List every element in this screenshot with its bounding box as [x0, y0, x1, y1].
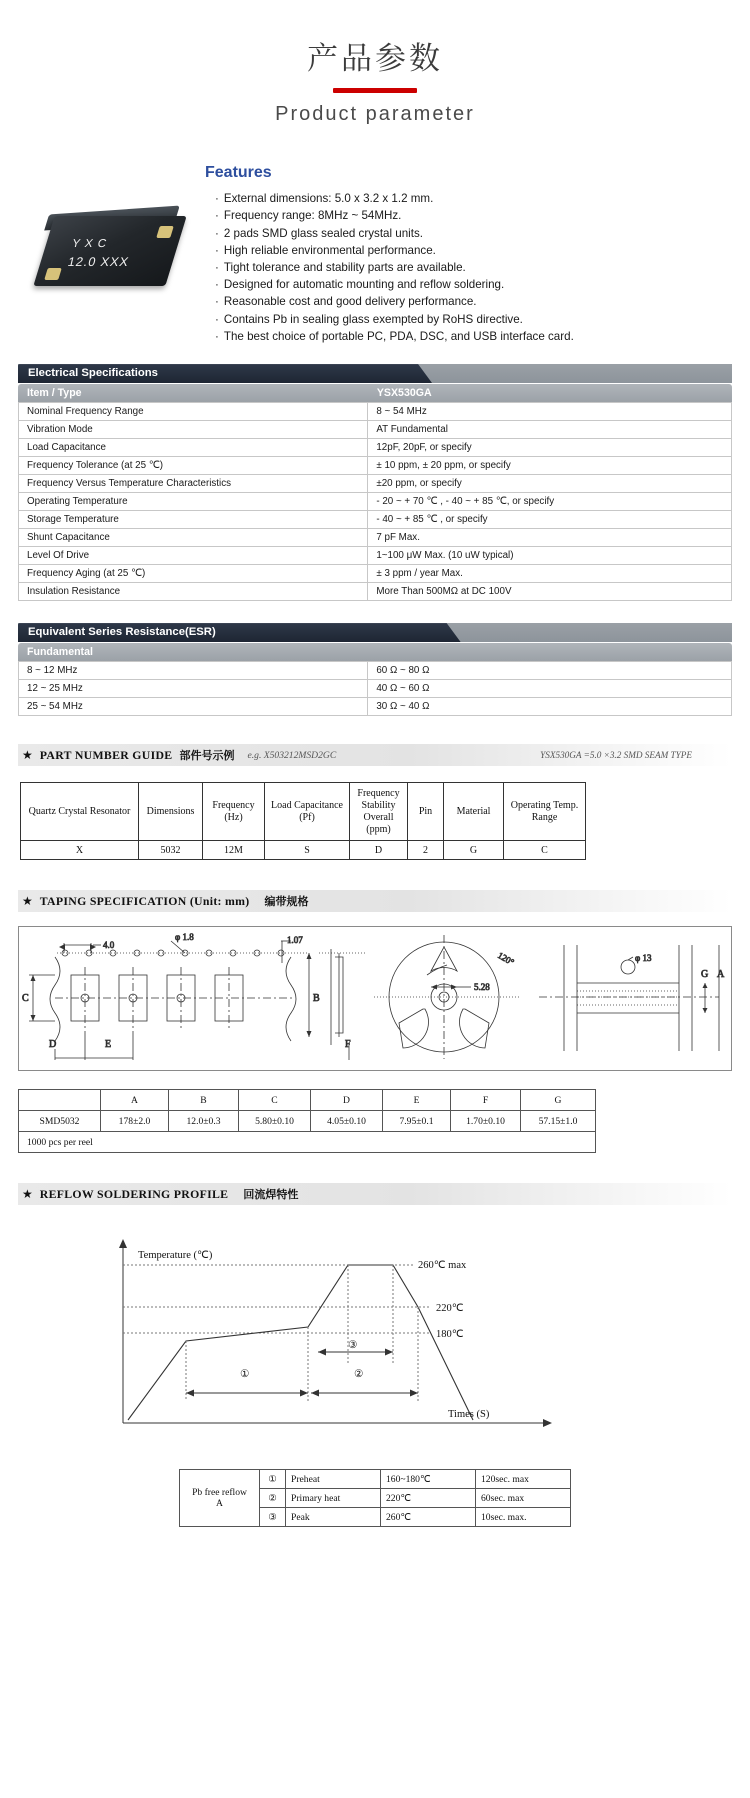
subheader-cells: [18, 384, 732, 402]
taping-row-label: SMD5032: [19, 1111, 101, 1132]
features-heading: Features: [205, 164, 272, 182]
reflow-title-en: REFLOW SOLDERING PROFILE: [39, 1186, 229, 1201]
label-dim-c: C: [22, 993, 29, 1005]
esr-subheader: [18, 643, 732, 661]
reflow-x-axis-label: Times (S): [448, 1409, 490, 1421]
spec-item: Frequency Tolerance (at 25 ℃): [19, 457, 368, 475]
taping-dimension-value: 5.80±0.10: [239, 1111, 311, 1132]
reflow-zone-2: ②: [354, 1369, 364, 1381]
spec-value: ± 3 ppm / year Max.: [368, 565, 732, 583]
taping-dimensions-table: [18, 1089, 596, 1153]
esr-section: [18, 623, 732, 716]
pn-note: YSX530GA =5.0 ×3.2 SMD SEAM TYPE: [540, 750, 692, 761]
taping-title-cn: 编带规格: [264, 896, 309, 909]
table-row: [19, 529, 732, 547]
reflow-no-cell: ①: [260, 1470, 286, 1489]
spec-value: 1~100 μW Max. (10 uW typical): [368, 547, 732, 565]
reflow-chart: [18, 1215, 732, 1465]
pn-column-header: Frequency (Hz): [203, 783, 265, 841]
page-title-cn: 产品参数: [307, 41, 443, 76]
spec-item: Load Capacitance: [19, 439, 368, 457]
spec-value: 12pF, 20pF, or specify: [368, 439, 732, 457]
pn-code-value: X: [21, 841, 139, 860]
reflow-time-cell: 60sec. max: [476, 1489, 571, 1508]
reflow-label-peak: 260℃ max: [418, 1260, 467, 1272]
reflow-zone-3: ③: [348, 1340, 358, 1352]
table-row: [19, 403, 732, 421]
taping-column-header: F: [451, 1090, 521, 1111]
chip-brand: Y X C: [70, 238, 109, 251]
page-title-block: [0, 0, 750, 126]
esr-banner: [18, 623, 732, 642]
table-row: [19, 662, 732, 680]
spec-item: Storage Temperature: [19, 511, 368, 529]
taping-column-header: [19, 1090, 101, 1111]
taping-footer-note: 1000 pcs per reel: [19, 1132, 596, 1153]
feature-item: · 2 pads SMD glass sealed crystal units.: [215, 225, 725, 242]
pn-title-cn: 部件号示例: [179, 750, 235, 763]
reflow-profile-heading: [18, 1183, 732, 1205]
pn-code-value: 2: [408, 841, 444, 860]
table-row: [19, 493, 732, 511]
pn-code-value: G: [444, 841, 504, 860]
col-header-fundamental: Fundamental: [27, 646, 93, 659]
table-row: [19, 547, 732, 565]
table-row: [19, 583, 732, 601]
electrical-table: [18, 402, 732, 601]
page-title-en: Product parameter: [275, 103, 475, 126]
label-reel-hub: 5.28: [474, 982, 490, 993]
spec-value: 7 pF Max.: [368, 529, 732, 547]
spec-value: - 40 ~ + 85 ℃ , or specify: [368, 511, 732, 529]
features-block: [205, 164, 725, 345]
reflow-name-cell: Peak: [286, 1508, 381, 1527]
features-section: [0, 164, 750, 364]
label-hole-dia: φ 1.8: [175, 932, 194, 943]
pn-code-value: D: [350, 841, 408, 860]
electrical-subheader: [18, 384, 732, 402]
table-row: [19, 698, 732, 716]
feature-item: · Frequency range: 8MHz ~ 54MHz.: [215, 207, 725, 224]
spec-item: Shunt Capacitance: [19, 529, 368, 547]
taping-drawing: [18, 926, 732, 1071]
reflow-temp-cell: 160~180℃: [381, 1470, 476, 1489]
taping-dimension-value: 7.95±0.1: [383, 1111, 451, 1132]
spec-item: Frequency Versus Temperature Characteristics: [19, 475, 368, 493]
table-row: [19, 565, 732, 583]
pn-title-en: PART NUMBER GUIDE: [39, 747, 173, 762]
esr-value: 60 Ω ~ 80 Ω: [368, 662, 732, 680]
pn-column-header: Load Capacitance (Pf): [265, 783, 350, 841]
taping-value-row: [19, 1111, 596, 1132]
reflow-name-cell: Preheat: [286, 1470, 381, 1489]
taping-specification-heading: [18, 890, 732, 912]
pn-column-header: Dimensions: [139, 783, 203, 841]
title-underline: [333, 88, 417, 93]
pn-code-value: S: [265, 841, 350, 860]
pn-column-header: Frequency Stability Overall (ppm): [350, 783, 408, 841]
taping-dimension-value: 12.0±0.3: [169, 1111, 239, 1132]
electrical-banner: [18, 364, 732, 383]
part-number-table-wrap: [18, 782, 732, 860]
col-header-item: Item / Type: [27, 387, 82, 400]
table-row: [19, 511, 732, 529]
spec-value: More Than 500MΩ at DC 100V: [368, 583, 732, 601]
taping-column-header: D: [311, 1090, 383, 1111]
reflow-no-cell: ③: [260, 1508, 286, 1527]
reflow-no-cell: ②: [260, 1489, 286, 1508]
taping-header-row: [19, 1090, 596, 1111]
table-row: [19, 457, 732, 475]
label-pitch: 4.0: [103, 940, 115, 951]
pn-code-value: 5032: [139, 841, 203, 860]
label-dim-e: E: [105, 1039, 112, 1051]
star-icon: ★: [22, 1187, 33, 1202]
part-number-guide-heading: [18, 744, 732, 766]
label-dim-d: D: [49, 1039, 57, 1051]
reflow-zone-1: ①: [240, 1369, 250, 1381]
reflow-temp-cell: 220℃: [381, 1489, 476, 1508]
feature-item: · Tight tolerance and stability parts are available.: [215, 259, 725, 276]
star-icon: ★: [22, 748, 33, 763]
spec-item: Operating Temperature: [19, 493, 368, 511]
taping-title-en: TAPING SPECIFICATION (Unit: mm): [39, 893, 250, 908]
reflow-process-label: Pb free reflow A: [180, 1470, 260, 1527]
taping-drawing-svg: [19, 927, 731, 1070]
star-icon: ★: [22, 894, 33, 909]
pn-example: e.g. X503212MSD2GC: [247, 749, 337, 761]
pn-code-value: C: [504, 841, 586, 860]
pn-column-header: Material: [444, 783, 504, 841]
esr-range: 25 ~ 54 MHz: [19, 698, 368, 716]
esr-range: 12 ~ 25 MHz: [19, 680, 368, 698]
part-number-header-row: [21, 783, 586, 841]
taping-column-header: C: [239, 1090, 311, 1111]
feature-item: · Contains Pb in sealing glass exempted by RoHS directive.: [215, 311, 725, 328]
feature-item: · The best choice of portable PC, PDA, DSC, and USB interface card.: [215, 328, 725, 345]
taping-column-header: G: [521, 1090, 596, 1111]
taping-dimension-value: 4.05±0.10: [311, 1111, 383, 1132]
label-dim-g: G: [701, 969, 709, 981]
part-number-table: [20, 782, 586, 860]
features-list: [205, 190, 725, 345]
taping-dimension-value: 178±2.0: [101, 1111, 169, 1132]
table-row: [19, 421, 732, 439]
reflow-time-cell: 120sec. max: [476, 1470, 571, 1489]
electrical-specifications-section: [18, 364, 732, 601]
spec-value: ±20 ppm, or specify: [368, 475, 732, 493]
feature-item: · External dimensions: 5.0 x 3.2 x 1.2 mm.: [215, 190, 725, 207]
label-reel-dia: φ 13: [635, 953, 652, 964]
reflow-chart-svg: [18, 1215, 730, 1465]
reflow-table-row: [180, 1470, 571, 1489]
label-thickness: 1.07: [287, 935, 303, 946]
spec-item: Vibration Mode: [19, 421, 368, 439]
label-reel-angle: 120°: [496, 950, 516, 968]
spec-item: Level Of Drive: [19, 547, 368, 565]
taping-footer-row: [19, 1132, 596, 1153]
esr-table: [18, 661, 732, 716]
pn-code-value: 12M: [203, 841, 265, 860]
chip-frequency-marking: 12.0 XXX: [66, 254, 131, 269]
esr-value: 30 Ω ~ 40 Ω: [368, 698, 732, 716]
table-row: [19, 439, 732, 457]
spec-value: ± 10 ppm, ± 20 ppm, or specify: [368, 457, 732, 475]
taping-column-header: B: [169, 1090, 239, 1111]
col-header-type: YSX530GA: [376, 387, 432, 400]
taping-column-header: A: [101, 1090, 169, 1111]
label-dim-a: A: [717, 969, 725, 981]
esr-banner-label: Equivalent Series Resistance(ESR): [28, 626, 216, 639]
smd-crystal-photo: [30, 206, 190, 298]
feature-item: · Reasonable cost and good delivery performance.: [215, 293, 725, 310]
reflow-label-220: 220℃: [436, 1303, 464, 1315]
electrical-banner-label: Electrical Specifications: [28, 367, 158, 380]
taping-dimension-value: 57.15±1.0: [521, 1111, 596, 1132]
feature-item: · Designed for automatic mounting and reflow soldering.: [215, 276, 725, 293]
reflow-temp-cell: 260℃: [381, 1508, 476, 1527]
reflow-name-cell: Primary heat: [286, 1489, 381, 1508]
pn-column-header: Operating Temp. Range: [504, 783, 586, 841]
table-row: [19, 680, 732, 698]
table-row: [19, 475, 732, 493]
esr-value: 40 Ω ~ 60 Ω: [368, 680, 732, 698]
spec-value: - 20 ~ + 70 ℃ , - 40 ~ + 85 ℃, or specify: [368, 493, 732, 511]
subheader-cells: [18, 643, 732, 661]
reflow-y-axis-label: Temperature (℃): [138, 1250, 213, 1262]
spec-item: Frequency Aging (at 25 ℃): [19, 565, 368, 583]
taping-column-header: E: [383, 1090, 451, 1111]
feature-item: · High reliable environmental performance.: [215, 242, 725, 259]
reflow-label-180: 180℃: [436, 1329, 464, 1341]
spec-value: AT Fundamental: [368, 421, 732, 439]
reflow-title-cn: 回流焊特性: [243, 1189, 299, 1202]
label-dim-f: F: [345, 1039, 351, 1051]
pn-column-header: Pin: [408, 783, 444, 841]
reflow-time-cell: 10sec. max.: [476, 1508, 571, 1527]
reflow-parameters-table: [179, 1469, 571, 1527]
pn-column-header: Quartz Crystal Resonator: [21, 783, 139, 841]
esr-range: 8 ~ 12 MHz: [19, 662, 368, 680]
part-number-value-row: [21, 841, 586, 860]
spec-item: Nominal Frequency Range: [19, 403, 368, 421]
spec-value: 8 ~ 54 MHz: [368, 403, 732, 421]
chip-marking: [66, 236, 135, 271]
spec-item: Insulation Resistance: [19, 583, 368, 601]
taping-dimension-value: 1.70±0.10: [451, 1111, 521, 1132]
label-dim-b: B: [313, 993, 320, 1005]
